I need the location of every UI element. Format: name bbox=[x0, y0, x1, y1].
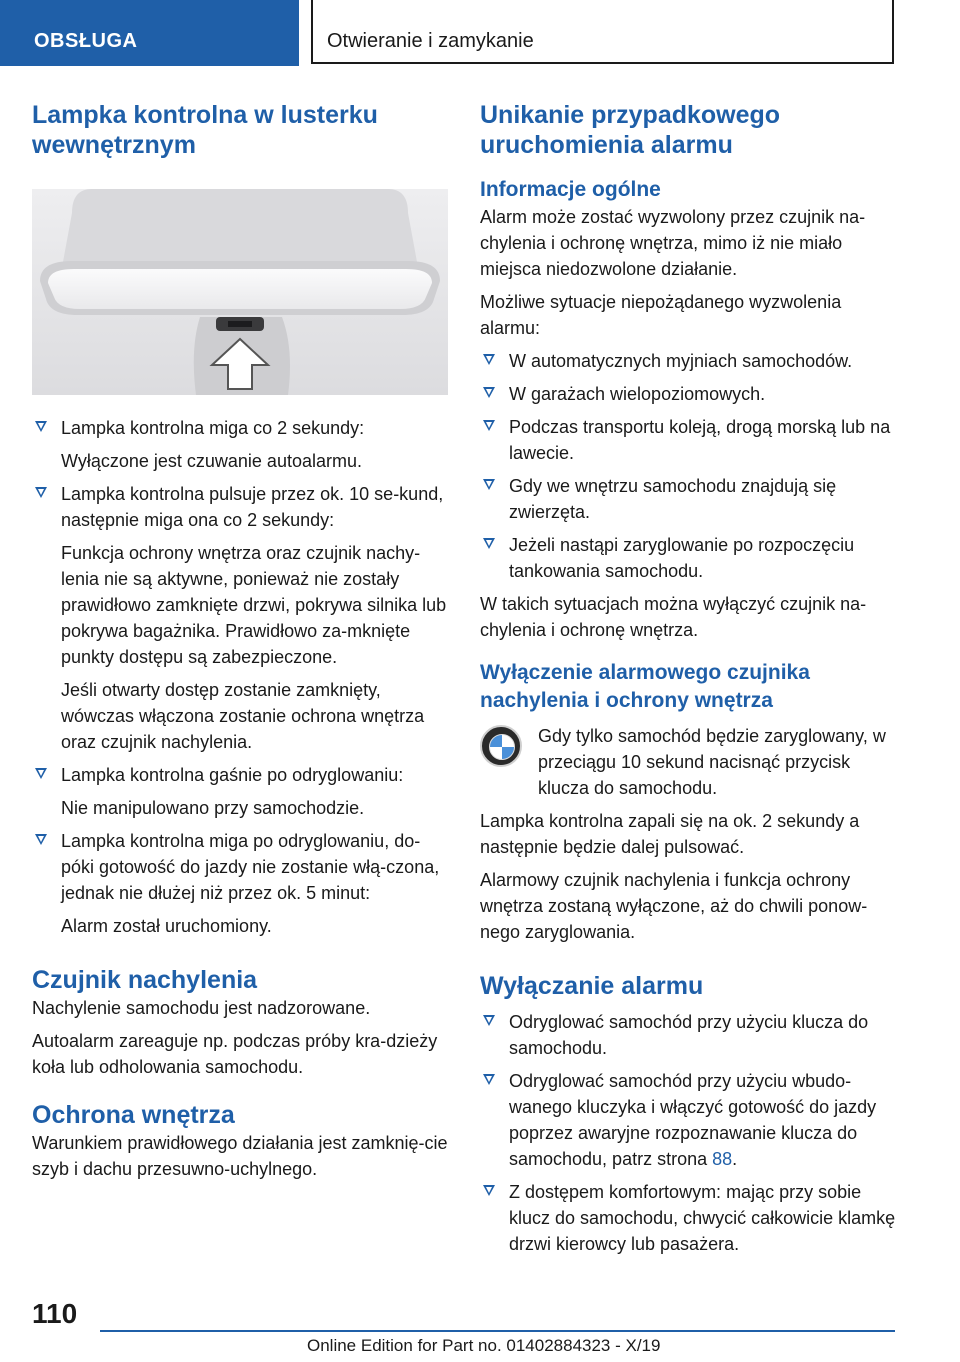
heading-tilt-sensor: Czujnik nachylenia bbox=[32, 966, 258, 994]
page-number: 110 bbox=[32, 1298, 78, 1329]
triangle-bullet-icon bbox=[35, 487, 47, 498]
subheading-general-info: Informacje ogólne bbox=[480, 178, 661, 201]
heading-disable-alarm: Wyłączanie alarmu bbox=[480, 972, 704, 1000]
paragraph: Autoalarm zareaguje np. podczas próby kra‐dzieży koła lub odholowania samochodu. bbox=[32, 1031, 438, 1077]
list-item: Odryglować samochód przy użyciu wbudo‐wanego kluczyka i włączyć gotowość do jazdy poprzez awaryjne rozpoznawanie klucza do samochodu, patrz strona 88. bbox=[480, 1068, 900, 1172]
list-item: W garażach wielopoziomowych. bbox=[480, 381, 900, 407]
footer-edition: Online Edition for Part no. 01402884323 - X/19 bbox=[307, 1336, 661, 1355]
paragraph: Gdy tylko samochód będzie zaryglowany, w przeciągu 10 sekund nacisnąć przycisk klucza do samochodu. bbox=[538, 726, 886, 798]
subheading-disable-sensor: Wyłączenie alarmowego czujnika nachylenia i ochrony wnętrza bbox=[480, 661, 810, 712]
section-tab bbox=[0, 0, 299, 66]
paragraph: W takich sytuacjach można wyłączyć czujnik na‐chylenia i ochronę wnętrza. bbox=[480, 594, 867, 640]
triangle-bullet-icon bbox=[483, 538, 495, 549]
heading-avoid-false-alarm: Unikanie przypadkowego uruchomienia alarmu bbox=[480, 101, 781, 159]
triangle-bullet-icon bbox=[483, 387, 495, 398]
list-item: Odryglować samochód przy użyciu klucza do samochodu. bbox=[480, 1009, 900, 1061]
list-item: Z dostępem komfortowym: mając przy sobie klucz do samochodu, chwycić całkowicie klamkę drzwi kierowcy lub pasażera. bbox=[480, 1179, 900, 1257]
heading-mirror-indicator: Lampka kontrolna w lusterku wewnętrznym bbox=[32, 101, 378, 159]
triangle-bullet-icon bbox=[483, 479, 495, 490]
paragraph: Warunkiem prawidłowego działania jest zamknię‐cie szyb i dachu przesuwno-uchylnego. bbox=[32, 1133, 448, 1179]
disable-alarm-bullets bbox=[480, 1009, 900, 1257]
triangle-bullet-icon bbox=[483, 1015, 495, 1026]
footer-divider bbox=[100, 1330, 895, 1332]
list-item: W automatycznych myjniach samochodów. bbox=[480, 348, 900, 374]
false-alarm-bullets bbox=[480, 348, 900, 584]
mirror-illustration bbox=[32, 189, 448, 395]
list-item: Lampka kontrolna miga po odryglowaniu, do‐póki gotowość do jazdy nie zostanie włą‐czona, jednak nie dłużej niż przez ok. 5 minut: Alarm został uruchomiony. bbox=[32, 828, 452, 939]
paragraph: Alarm może zostać wyzwolony przez czujnik na‐chylenia i ochronę wnętrza, mimo iż nie miało miejsca niedozwolone działanie. bbox=[480, 207, 866, 279]
triangle-bullet-icon bbox=[483, 1185, 495, 1196]
section-label: OBSŁUGA bbox=[34, 30, 138, 52]
triangle-bullet-icon bbox=[35, 768, 47, 779]
mirror-image bbox=[32, 189, 448, 395]
list-item: Lampka kontrolna gaśnie po odryglowaniu: Nie manipulowano przy samochodzie. bbox=[32, 762, 452, 821]
page-reference-link[interactable]: 88 bbox=[712, 1149, 733, 1169]
triangle-bullet-icon bbox=[35, 834, 47, 845]
triangle-bullet-icon bbox=[483, 1074, 495, 1085]
list-item: Jeżeli nastąpi zaryglowanie po rozpoczęciu tankowania samochodu. bbox=[480, 532, 900, 584]
triangle-bullet-icon bbox=[483, 420, 495, 431]
chapter-header bbox=[311, 0, 894, 64]
key-instruction bbox=[480, 723, 900, 801]
triangle-bullet-icon bbox=[35, 421, 47, 432]
left-column bbox=[32, 100, 452, 1189]
list-item: Gdy we wnętrzu samochodu znajdują się zwierzęta. bbox=[480, 473, 900, 525]
paragraph: Alarmowy czujnik nachylenia i funkcja ochrony wnętrza zostaną wyłączone, aż do chwili ponow‐nego zaryglowania. bbox=[480, 870, 868, 942]
car-key-button-icon bbox=[480, 725, 522, 767]
indicator-bullets bbox=[32, 415, 452, 939]
paragraph: Nachylenie samochodu jest nadzorowane. bbox=[32, 998, 371, 1018]
chapter-title: Otwieranie i zamykanie bbox=[327, 30, 534, 52]
list-item: Lampka kontrolna miga co 2 sekundy: Wyłączone jest czuwanie autoalarmu. bbox=[32, 415, 452, 474]
paragraph: Możliwe sytuacje niepożądanego wyzwolenia alarmu: bbox=[480, 292, 842, 338]
right-column bbox=[480, 100, 900, 1264]
list-item: Podczas transportu koleją, drogą morską lub na lawecie. bbox=[480, 414, 900, 466]
triangle-bullet-icon bbox=[483, 354, 495, 365]
heading-interior-protection: Ochrona wnętrza bbox=[32, 1101, 235, 1129]
paragraph: Lampka kontrolna zapali się na ok. 2 sekundy a następnie będzie dalej pulsować. bbox=[480, 811, 860, 857]
list-item: Lampka kontrolna pulsuje przez ok. 10 se‐kund, następnie miga ona co 2 sekundy: Funkcja ochrony wnętrza oraz czujnik nachy‐lenia nie są aktywne, ponieważ nie zostały prawidłowo zamknięte drzwi, pokrywa silnika lub pokrywa bagażnika. Prawidłowo za‐mknięte punkty dostępu są zabezpieczone. Jeśli otwarty dostęp zostanie zamknięty, wówczas włączona zostanie ochrona wnętrza oraz czujnik nachylenia. bbox=[32, 481, 452, 755]
